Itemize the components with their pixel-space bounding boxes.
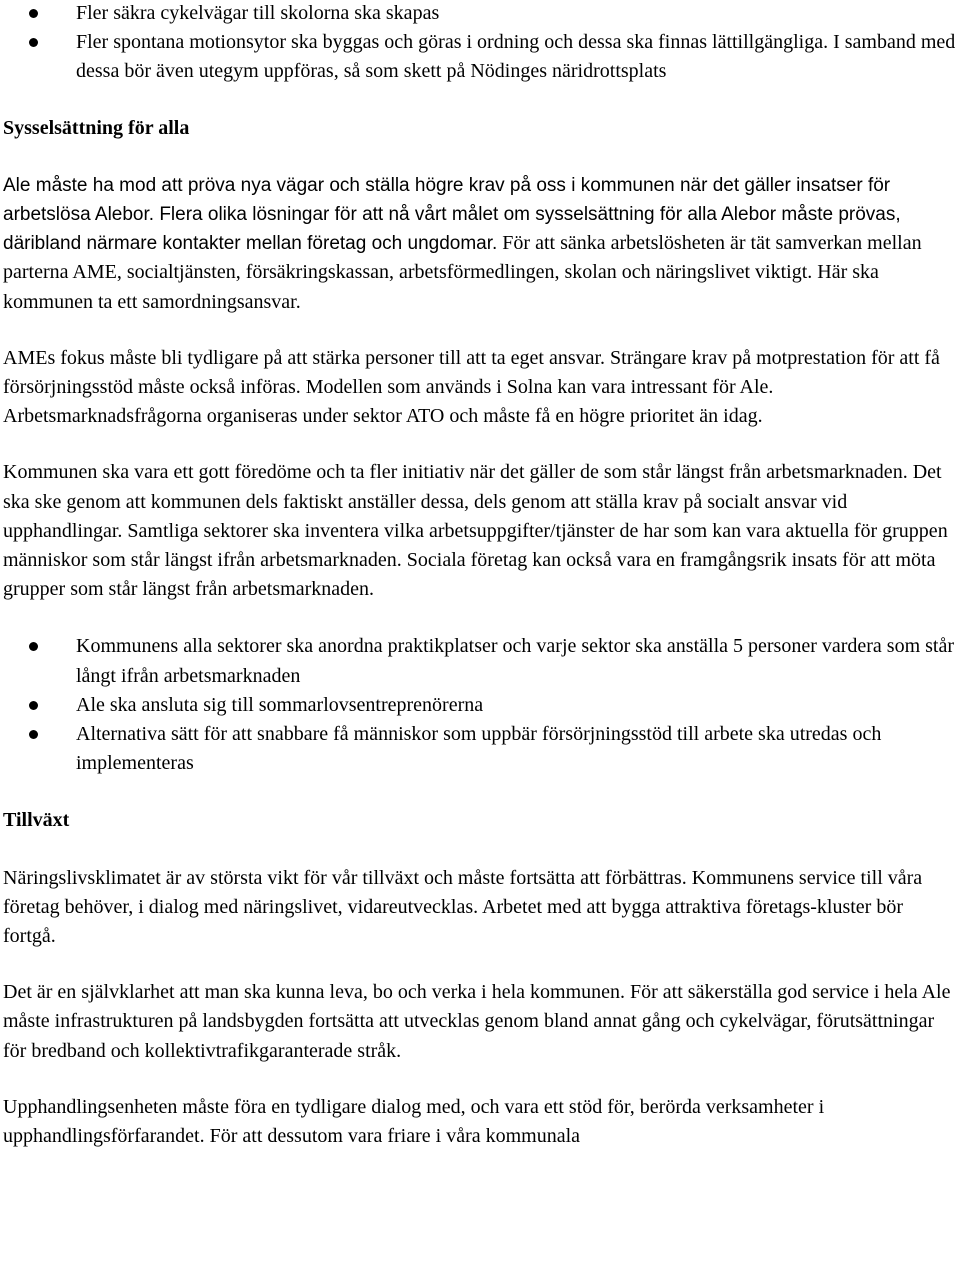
top-bullet-list (3, 0, 958, 87)
employment-paragraph-1-serif: För att sänka arbetslösheten är tät samverkan mellan parterna AME, socialtjänsten, försäkringskassan, arbetsförmedlingen, skolan och näringslivet viktigt. Här ska kommunen ta ett samordningsansvar. (3, 232, 922, 313)
bullet-icon (29, 9, 38, 18)
growth-paragraph-3: Upphandlingsenheten måste föra en tydligare dialog med, och vara ett stöd för, berörda verksamheter i upphandlingsförfarandet. För att dessutom vara friare i våra kommunala (3, 1095, 825, 1148)
list-item-text: Alternativa sätt för att snabbare få människor som uppbär försörjningsstöd till arbete ska utredas och implementeras (76, 723, 882, 775)
list-item (3, 28, 958, 86)
list-item (3, 0, 958, 28)
bullet-icon (29, 38, 38, 47)
bullet-icon (29, 730, 38, 739)
growth-paragraph-1: Näringslivsklimatet är av största vikt för vår tillväxt och måste fortsätta att förbättras. Kommunens service till våra företag behöver, i dialog med näringslivet, vidareutvecklas. Arbetet med att bygga attraktiva företags-kluster bör fortgå. (3, 866, 923, 948)
employment-paragraph-1 (3, 171, 958, 317)
document-page (3, 0, 958, 1151)
list-item-text: Fler spontana motionsytor ska byggas och göras i ordning och dessa ska finnas lättillgängliga. I samband med dessa bör även utegym uppföras, så som skett på Nödinges näridrottsplats (76, 31, 956, 83)
list-item-text: Ale ska ansluta sig till sommarlovsentreprenörerna (76, 693, 484, 716)
employment-paragraph-2: AMEs fokus måste bli tydligare på att stärka personer till att ta eget ansvar. Strängare krav på motprestation för att få försörjningsstöd måste också införas. Modellen som används i Solna kan vara intressant för Ale. Arbetsmarknadsfrågorna organiseras under sektor ATO och måste få en högre prioritet än idag. (3, 346, 940, 428)
list-item-text: Kommunens alla sektorer ska anordna praktikplatser och varje sektor ska anställa 5 personer vardera som står långt ifrån arbetsmarknaden (76, 635, 955, 687)
bullet-icon (29, 701, 38, 710)
list-item (3, 632, 958, 690)
employment-bullet-list (3, 632, 958, 778)
section-heading-growth: Tillväxt (3, 809, 70, 832)
list-item (3, 691, 958, 720)
section-heading-employment: Sysselsättning för alla (3, 116, 190, 139)
bullet-icon (29, 642, 38, 651)
list-item-text: Fler säkra cykelvägar till skolorna ska skapas (76, 2, 440, 24)
employment-paragraph-3: Kommunen ska vara ett gott föredöme och ta fler initiativ när det gäller de som står längst från arbetsmarknaden. Det ska ske genom att kommunen dels faktiskt anställer dessa, dels genom att ställa krav på socialt ansvar vid upphandlingar. Samtliga sektorer ska inventera vilka arbetsuppgifter/tjänster de har som kan vara aktuella för gruppen människor som står längst ifrån arbetsmarknaden. Sociala företag kan också vara en framgångsrik insats för att möta grupper som står längst från arbetsmarknaden. (3, 461, 948, 601)
list-item (3, 720, 958, 778)
employment-paragraph-1-sans: Ale måste ha mod att pröva nya vägar och ställa högre krav på oss i kommunen när det gäller insatser för arbetslösa Alebor. Flera olika lösningar för att nå vårt målet om sysselsättning för alla Alebor måste prövas, däribland närmare kontakter mellan företag och ungdomar. (3, 174, 901, 255)
growth-paragraph-2: Det är en självklarhet att man ska kunna leva, bo och verka i hela kommunen. För att säkerställa god service i hela Ale måste infrastrukturen på landsbygden fortsätta att utvecklas genom bland annat gång och cykelvägar, förutsättningar för bredband och kollektivtrafikgaranterade stråk. (3, 981, 951, 1062)
